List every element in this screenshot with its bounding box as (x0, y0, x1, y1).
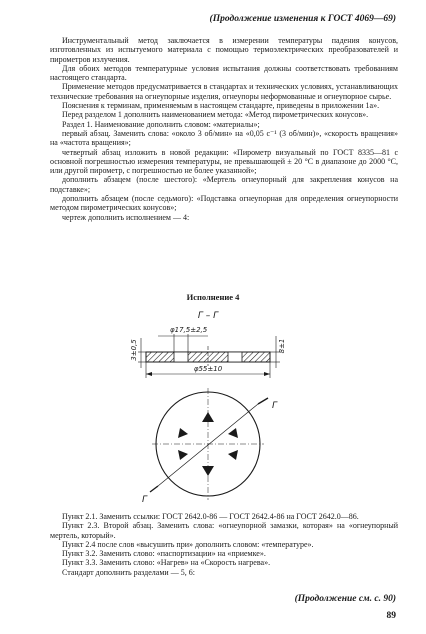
paragraph: Пункт 2.3. Второй абзац. Заменить слова: «огнеупорной замазки, которая» на «огнеупорный мертель, который». (50, 521, 398, 540)
page-header: (Продолжение изменения к ГОСТ 4069—69) (209, 14, 396, 24)
plan-view (150, 388, 268, 500)
page-number: 89 (386, 611, 396, 621)
figure-title: Исполнение 4 (186, 292, 240, 302)
dim-hole-label: φ17,5±2,5 (170, 326, 208, 334)
section-label: Г – Г (197, 311, 219, 321)
paragraph: Пункт 3.3. Заменить слово: «Нагрев» на «Скорость нагрева». (62, 558, 271, 568)
paragraph: Стандарт дополнить разделами — 5, 6: (62, 567, 195, 577)
page-footer: (Продолжение см. с. 90) (294, 594, 396, 604)
dim-left-label: 3±0,5 (130, 339, 138, 361)
paragraph: Пункт 2.4 после слов «высушить при» дополнить словом: «температуре». (62, 539, 314, 549)
paragraph: Для обоих методов температурные условия испытания должны соответствовать требованиям настоящего стандарта. (50, 63, 398, 83)
paragraph: Пункт 2.1. Заменить ссылки: ГОСТ 2642.0-86 — ГОСТ 2642.4-86 на ГОСТ 2642.0—86. (62, 512, 359, 521)
paragraph: первый абзац. Заменить слова: «около 3 об/мин» на «0,05 с⁻¹ (3 об/мин)», «скорость вращения» на «частота вращения»; (50, 128, 398, 148)
paragraph: Пункт 3.2. Заменить слово: «паспортизации» на «приемке». (62, 549, 266, 559)
diameter-dimension (146, 362, 270, 378)
paragraph: Применение методов предусматривается в стандартах и технических условиях, устанавливающих технические требования на огнеупорные изделия, огнеупоры неформованные и огнеупорное сырье. (50, 82, 398, 101)
section-view (146, 346, 270, 366)
bottom-text (50, 512, 398, 577)
paragraph: Раздел 1. Наименование дополнить словом: «материалы»; (62, 119, 260, 129)
left-dimension (130, 338, 146, 368)
paragraph: дополнить абзацем (после шестого): «Мертель огнеупорный для закрепления конусов на подставке»; (50, 175, 398, 194)
body-text (50, 36, 398, 222)
paragraph: Инструментальный метод заключается в измерении температуры падения конусов, изготовленных из испытуемого материала с помощью термоэлектрических преобразователей и пирометров излучения. (50, 36, 398, 64)
paragraph: Перед разделом 1 дополнить наименованием метода: «Метод пирометрических конусов». (62, 110, 369, 120)
technical-drawing (118, 306, 298, 506)
dim-diameter-label: φ55±10 (193, 365, 223, 373)
right-dimension (270, 336, 286, 368)
hole-dimension (158, 326, 208, 352)
paragraph: четвертый абзац изложить в новой редакции: «Пирометр визуальный по ГОСТ 8335—81 с основной погрешностью измерения температуры, не превышающей ± 20 °С в диапазоне до 2000 °С, или другой пирометр, с погрешностью не более указанной»; (50, 147, 398, 176)
dim-right-label: 8±1 (278, 338, 286, 354)
cut-label-bottom: Г (142, 495, 148, 505)
cut-label-top: Г (272, 401, 278, 411)
paragraph: дополнить абзацем (после седьмого): «Подставка огнеупорная для определения огнеупорности методом пирометрических конусов»; (50, 194, 398, 213)
paragraph: чертеж дополнить исполнением — 4: (62, 212, 190, 222)
paragraph: Пояснения к терминам, применяемым в настоящем стандарте, приведены в приложении 1а». (62, 101, 380, 111)
